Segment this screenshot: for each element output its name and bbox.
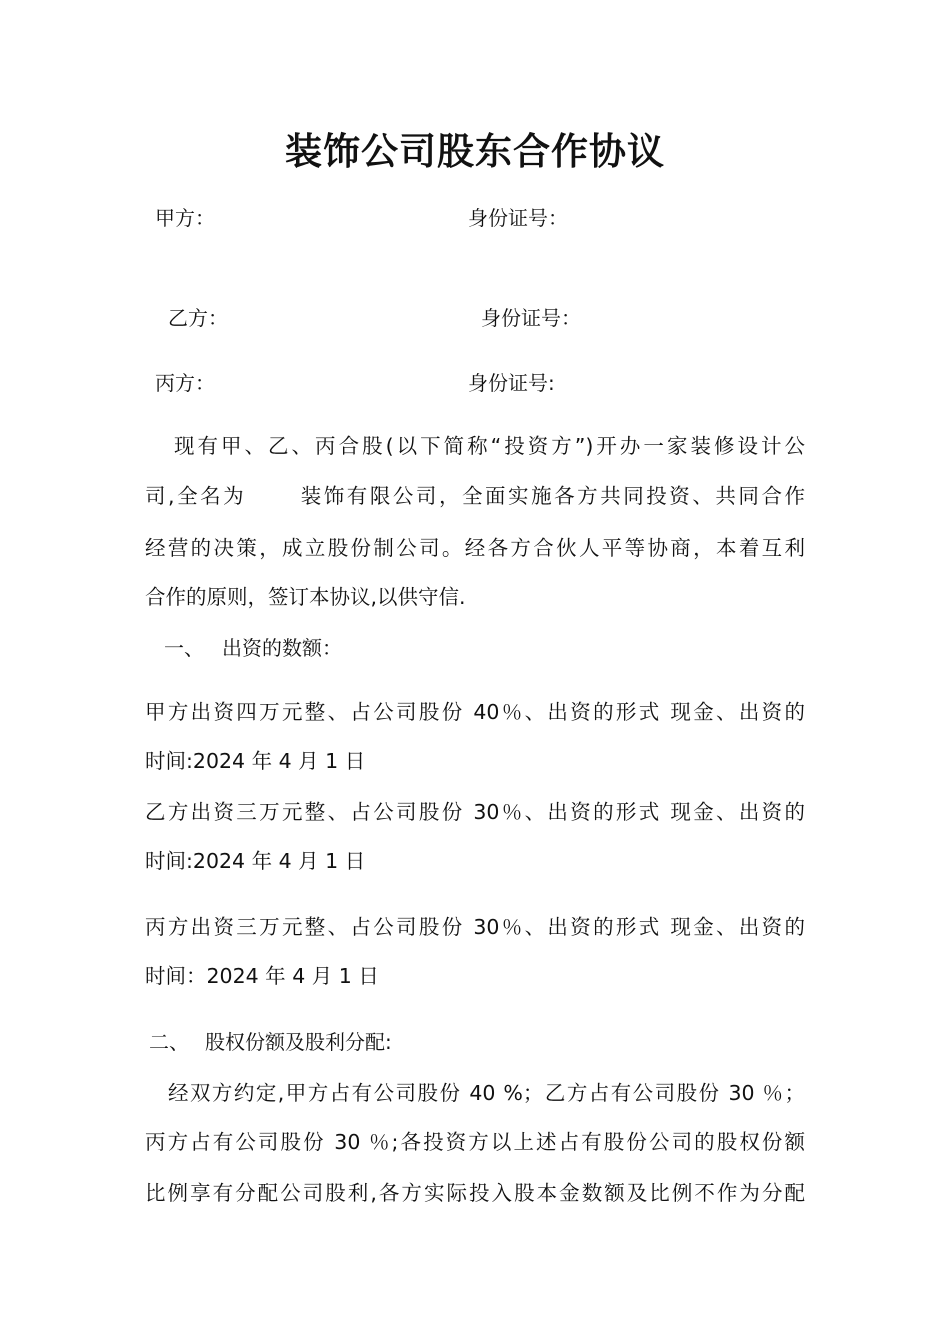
intro-line-2-part-a: 司,全名为 <box>145 484 247 508</box>
party-yi-label: 乙方： <box>168 306 228 330</box>
dividend-line-3: 比例享有分配公司股利,各方实际投入股本金数额及比例不作为分配 <box>145 1181 805 1205</box>
party-jia-id-label: 身份证号： <box>468 206 568 230</box>
dividend-line-2: 丙方占有公司股份 30 ％;各投资方以上述占有股份公司的股权份额 <box>145 1130 805 1154</box>
document-title: 装饰公司股东合作协议 <box>285 130 665 173</box>
party-yi-id-label: 身份证号： <box>481 306 581 330</box>
contribution-yi-line-2: 时间:2024 年 4 月 1 日 <box>145 849 366 873</box>
section-1-number: 一、 <box>164 636 204 660</box>
dividend-line-1: 经双方约定,甲方占有公司股份 40 %；乙方占有公司股份 30 ％； <box>168 1081 805 1105</box>
intro-line-2-part-b: 装饰有限公司，全面实施各方共同投资、共同合作 <box>298 484 805 508</box>
section-1-heading: 出资的数额： <box>222 636 342 660</box>
contribution-bing-line-1: 丙方出资三万元整、占公司股份 30％、出资的形式 现金、出资的 <box>145 915 805 939</box>
intro-line-3: 经营的决策，成立股份制公司。经各方合伙人平等协商，本着互利 <box>145 536 805 560</box>
intro-line-2 <box>145 483 805 509</box>
contribution-bing-line-2: 时间：2024 年 4 月 1 日 <box>145 964 379 988</box>
contribution-yi-line-1: 乙方出资三万元整、占公司股份 30％、出资的形式 现金、出资的 <box>145 800 805 824</box>
party-bing-id-label: 身份证号: <box>468 371 555 395</box>
party-jia-label: 甲方： <box>155 206 215 230</box>
contribution-jia-line-1: 甲方出资四万元整、占公司股份 40％、出资的形式 现金、出资的 <box>145 700 805 724</box>
intro-line-4: 合作的原则，签订本协议,以供守信. <box>145 585 466 609</box>
section-2-number: 二、 <box>149 1030 189 1054</box>
intro-line-1: 现有甲、乙、丙合股(以下简称“投资方”)开办一家装修设计公 <box>174 434 805 458</box>
party-bing-label: 丙方： <box>155 371 215 395</box>
section-2-heading: 股权份额及股利分配: <box>205 1030 392 1054</box>
contribution-jia-line-2: 时间:2024 年 4 月 1 日 <box>145 749 366 773</box>
